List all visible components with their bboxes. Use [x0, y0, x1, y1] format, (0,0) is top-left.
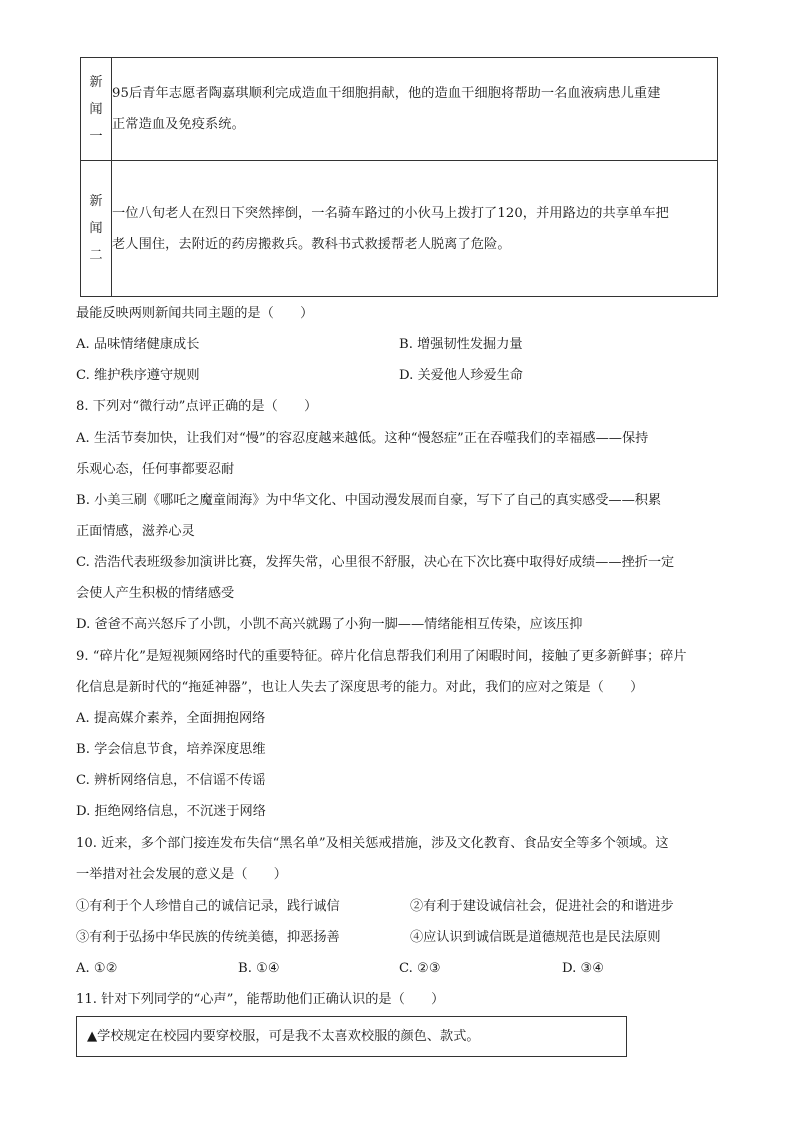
- question-11-stem: 11. 针对下列同学的“心声”，能帮助他们正确认识的是（ ）: [76, 992, 445, 1007]
- question-9-stem-continuation: 化信息是新时代的“拖延神器”，也让人失去了深度思考的能力。对此，我们的应对之策是（ ）: [76, 680, 644, 695]
- question-9-stem: 9. “碎片化”是短视频网络时代的重要特征。碎片化信息帮我们利用了闲暇时间，接触了更多新鲜事；碎片: [76, 649, 687, 664]
- option-a[interactable]: A. 生活节奏加快，让我们对“慢”的容忍度越来越低。这种“慢怒症”正在吞噬我们的幸福感——保持: [76, 431, 649, 446]
- news-text-line: 95后青年志愿者陶嘉琪顺利完成造血干细胞捐献，他的造血干细胞将帮助一名血液病患儿重建: [112, 86, 661, 101]
- news-label-char: 二: [89, 248, 103, 263]
- option-b[interactable]: B. ①④: [238, 961, 280, 976]
- news-content: [112, 58, 718, 161]
- news-row: [81, 161, 718, 297]
- option-a[interactable]: A. ①②: [76, 961, 118, 976]
- option-d[interactable]: D. 关爱他人珍爱生命: [399, 368, 523, 383]
- news-content: [112, 161, 718, 297]
- statement-3: ③有利于弘扬中华民族的传统美德，抑恶扬善: [76, 930, 340, 945]
- option-c[interactable]: C. 辨析网络信息，不信谣不传谣: [76, 773, 266, 788]
- option-c[interactable]: C. 维护秩序遵守规则: [76, 368, 200, 383]
- question-10-stem-continuation: 一举措对社会发展的意义是（ ）: [76, 867, 287, 882]
- option-d[interactable]: D. ③④: [562, 961, 605, 976]
- news-label-char: 一: [89, 128, 103, 144]
- statement-1: ①有利于个人珍惜自己的诚信记录，践行诚信: [76, 899, 340, 914]
- news-label: [81, 58, 112, 161]
- option-a[interactable]: A. 提高媒介素养，全面拥抱网络: [76, 711, 266, 726]
- student-voice-box: [76, 1016, 627, 1057]
- news-table: [80, 57, 718, 297]
- question-10-stem: 10. 近来，多个部门接连发布失信“黑名单”及相关惩戒措施，涉及文化教育、食品安全等多个领域。这: [76, 836, 669, 851]
- option-d[interactable]: D. 爸爸不高兴怒斥了小凯，小凯不高兴就踢了小狗一脚——情绪能相互传染，应该压抑: [76, 617, 583, 632]
- option-b[interactable]: B. 小美三刷《哪吒之魔童闹海》为中华文化、中国动漫发展而自豪，写下了自己的真实感受——积累: [76, 493, 662, 508]
- news-label-char: 新: [89, 74, 103, 90]
- statement-4: ④应认识到诚信既是道德规范也是民法原则: [410, 930, 661, 945]
- news-text-line: 正常造血及免疫系统。: [112, 117, 245, 132]
- option-a[interactable]: A. 品味情绪健康成长: [76, 337, 200, 352]
- news-label-char: 闻: [89, 101, 103, 117]
- question-7-stem: 最能反映两则新闻共同主题的是（ ）: [76, 306, 314, 321]
- option-a-continuation: 乐观心态，任何事都要忍耐: [76, 462, 235, 477]
- option-b[interactable]: B. 学会信息节食，培养深度思维: [76, 742, 266, 757]
- news-row: [81, 58, 718, 161]
- option-c[interactable]: C. ②③: [399, 961, 441, 976]
- news-text-line: 老人围住，去附近的药房搬救兵。教科书式救援帮老人脱离了危险。: [112, 236, 511, 252]
- option-b[interactable]: B. 增强韧性发掘力量: [399, 337, 523, 352]
- option-b-continuation: 正面情感，滋养心灵: [76, 524, 195, 539]
- option-d[interactable]: D. 拒绝网络信息，不沉迷于网络: [76, 804, 266, 819]
- news-label-char: 新: [89, 194, 103, 209]
- news-label: [81, 161, 112, 297]
- option-c[interactable]: C. 浩浩代表班级参加演讲比赛，发挥失常，心里很不舒服，决心在下次比赛中取得好成绩——挫折一定: [76, 555, 675, 570]
- news-text-line: 一位八旬老人在烈日下突然摔倒，一名骑车路过的小伙马上拨打了120，并用路边的共享单车把: [112, 205, 669, 221]
- news-label-char: 闻: [89, 221, 103, 236]
- student-voice-text: ▲学校规定在校园内要穿校服，可是我不太喜欢校服的颜色、款式。: [87, 1029, 480, 1044]
- option-c-continuation: 会使人产生积极的情绪感受: [76, 586, 235, 601]
- question-8-stem: 8. 下列对“微行动”点评正确的是（ ）: [76, 399, 318, 414]
- statement-2: ②有利于建设诚信社会，促进社会的和谐进步: [410, 899, 674, 914]
